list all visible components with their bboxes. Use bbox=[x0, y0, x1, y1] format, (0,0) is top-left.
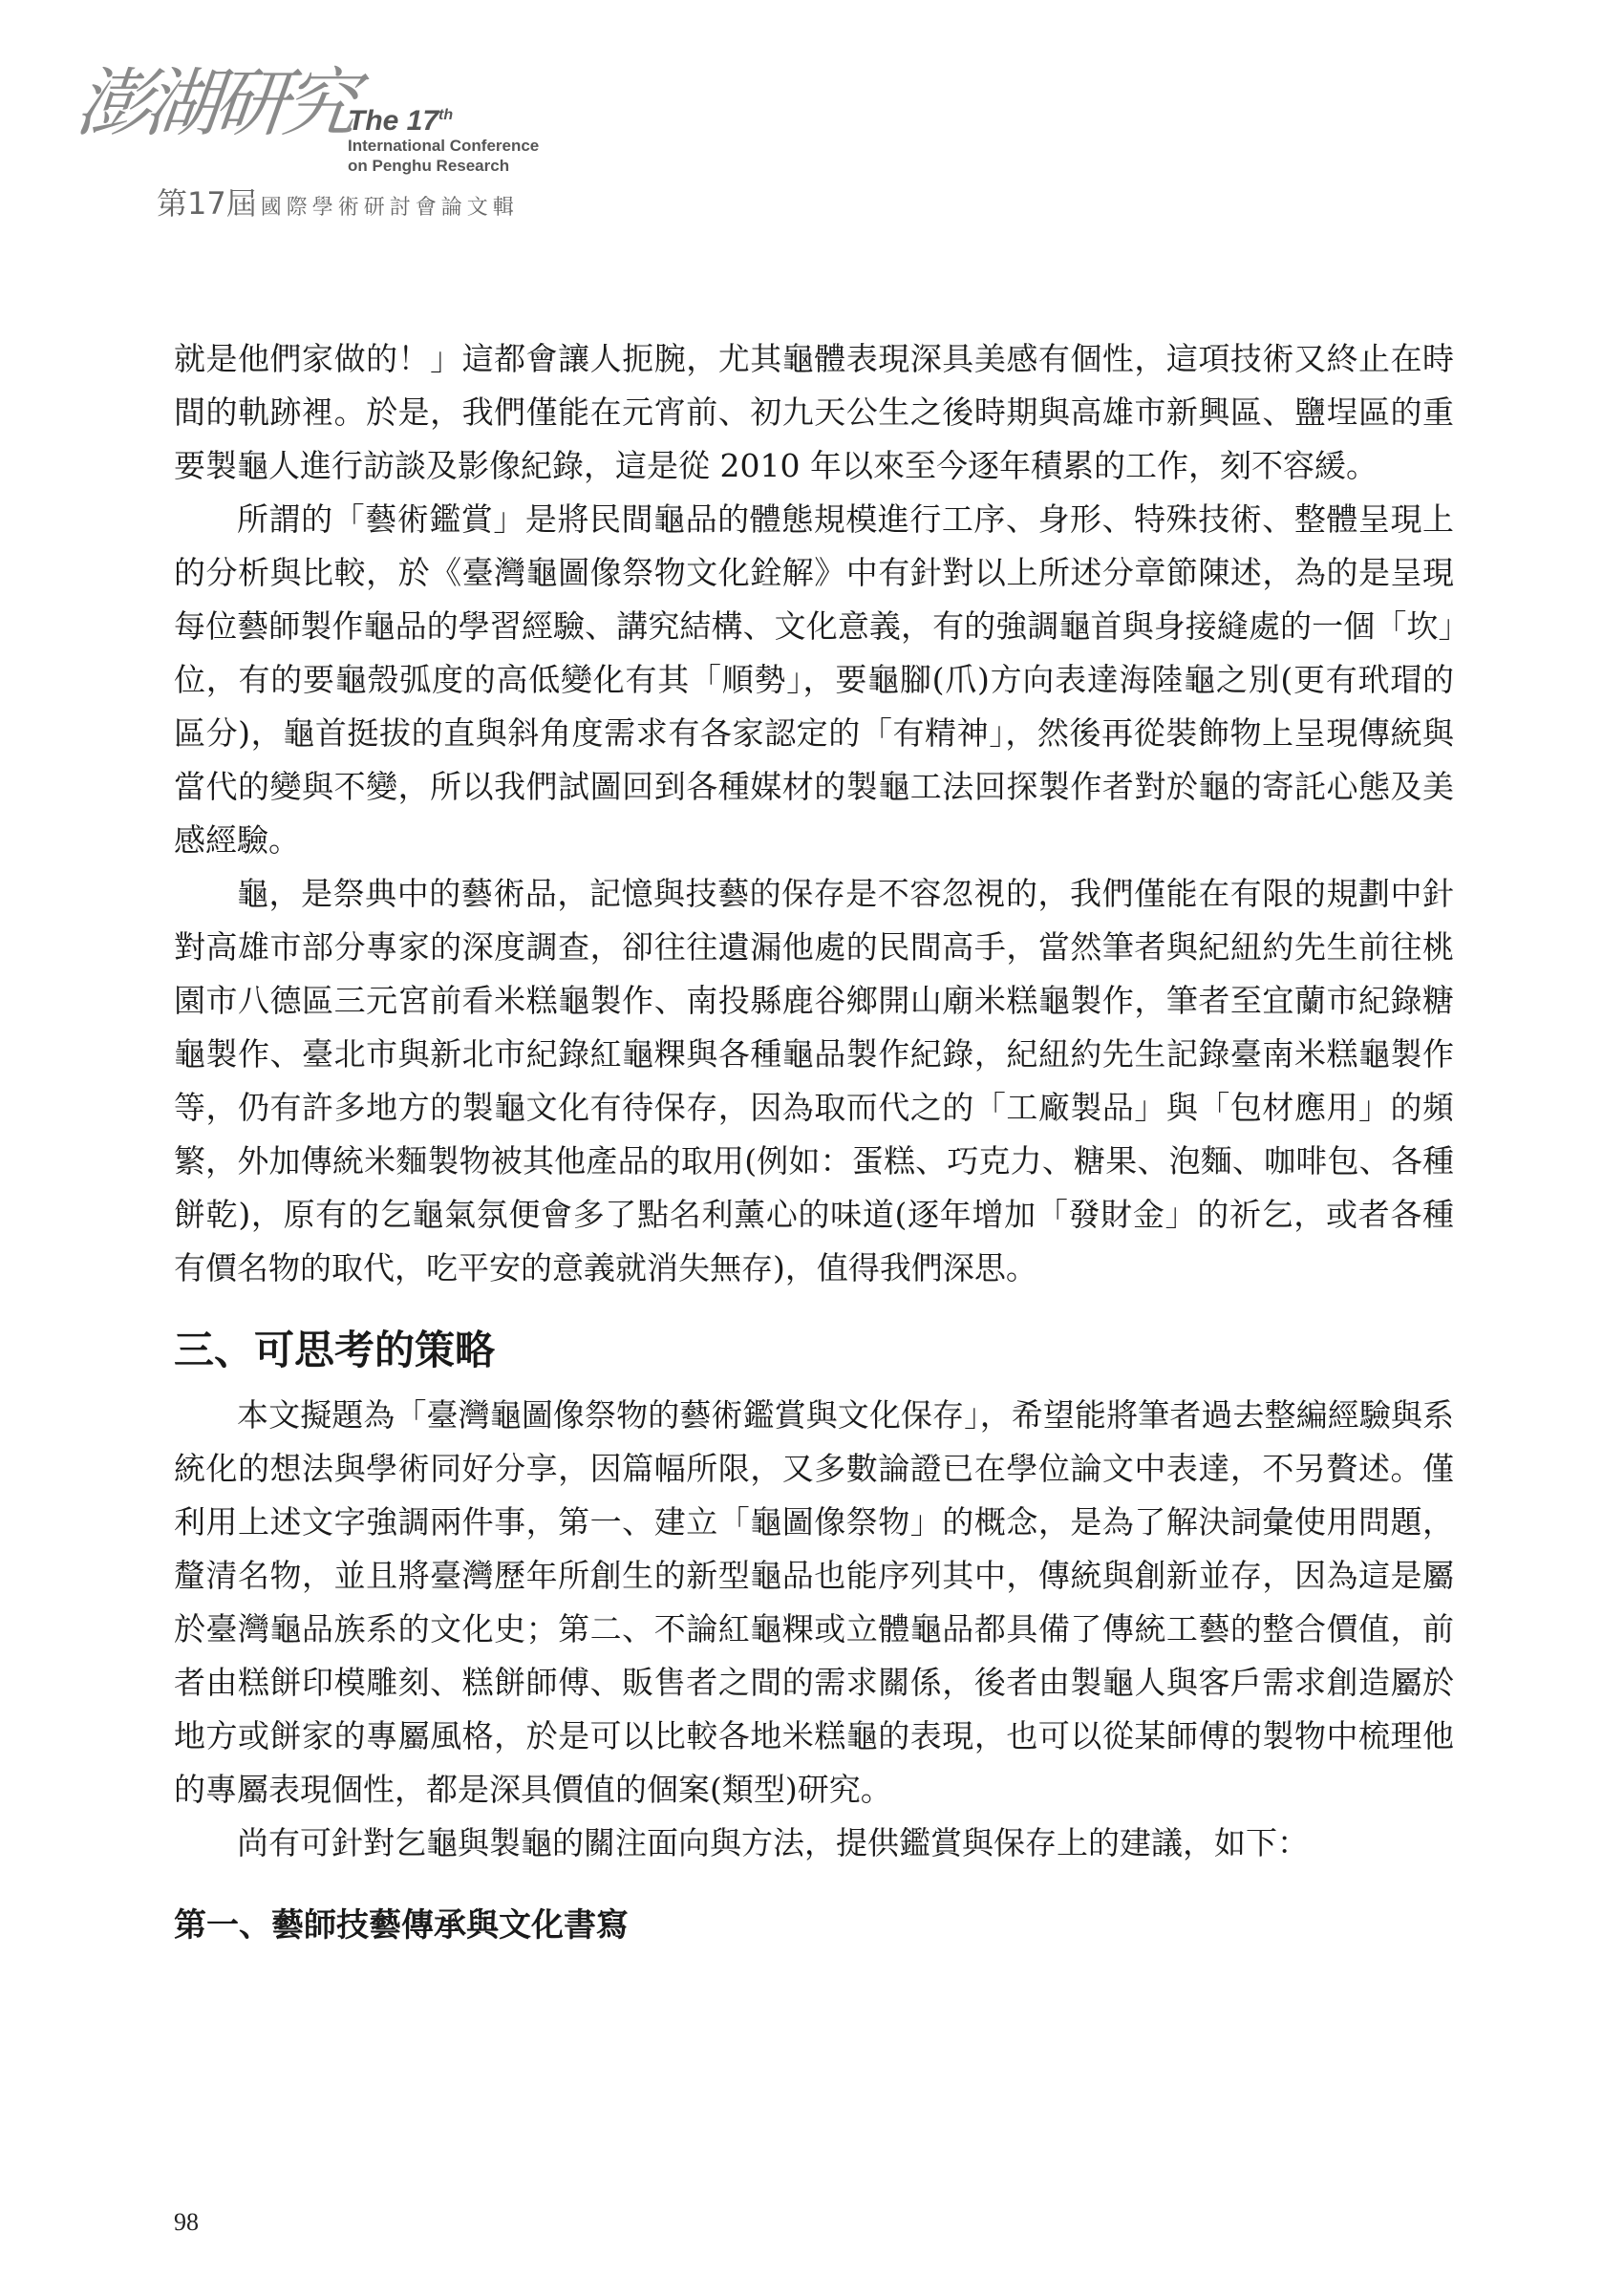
page-number: 98 bbox=[174, 2208, 199, 2236]
paragraph: 龜，是祭典中的藝術品，記憶與技藝的保存是不容忽視的，我們僅能在有限的規劃中針對高雄市部分專家的深度調查，卻往往遺漏他處的民間高手，當然筆者與紀紐約先生前往桃園市八德區三元宮前看米糕龜製作、南投縣鹿谷鄉開山廟米糕龜製作，筆者至宜蘭市紀錄糖龜製作、臺北市與新北市紀錄紅龜粿與各種龜品製作紀錄，紀紐約先生記錄臺南米糕龜製作等，仍有許多地方的製龜文化有待保存，因為取而代之的「工廠製品」與「包材應用」的頻繁，外加傳統米麵製物被其他產品的取用(例如：蛋糕、巧克力、糖果、泡麵、咖啡包、各種餅乾)，原有的乞龜氣氛便會多了點名利薰心的味道(逐年增加「發財金」的祈乞，或者各種有價名物的取代，吃平安的意義就消失無存)，值得我們深思。 bbox=[174, 875, 1454, 1286]
paragraph: 就是他們家做的！」這都會讓人扼腕，尤其龜體表現深具美感有個性，這項技術又終止在時間的軌跡裡。於是，我們僅能在元宵前、初九天公生之後時期與高雄市新興區、鹽埕區的重要製龜人進行訪談及影像紀錄，這是從 2010 年以來至今逐年積累的工作，刻不容緩。 bbox=[174, 340, 1454, 484]
conf-line1-sup: th bbox=[438, 107, 454, 123]
conf-line1: The 17 bbox=[348, 105, 439, 137]
conf-line2: International Conference bbox=[348, 137, 540, 155]
article-body bbox=[174, 332, 1454, 1952]
conference-label-cn: 國際學術研討會論文輯 bbox=[260, 196, 519, 220]
conference-title-en bbox=[348, 107, 539, 177]
journal-title-cn: 澎湖研究 bbox=[72, 61, 356, 147]
paragraph: 尚有可針對乞龜與製龜的關注面向與方法，提供鑑賞與保存上的建議，如下： bbox=[237, 1824, 1309, 1861]
edition-label: 第17屆 bbox=[157, 185, 257, 222]
paragraph: 本文擬題為「臺灣龜圖像祭物的藝術鑑賞與文化保存」，希望能將筆者過去整編經驗與系統化的想法與學術同好分享，因篇幅所限，又多數論證已在學位論文中表達，不另贅述。僅利用上述文字強調兩件事，第一、建立「龜圖像祭物」的概念，是為了解決詞彙使用問題，釐清名物，並且將臺灣歷年所創生的新型龜品也能序列其中，傳統與創新並存，因為這是屬於臺灣龜品族系的文化史；第二、不論紅龜粿或立體龜品都具備了傳統工藝的整合價值，前者由糕餅印模雕刻、糕餅師傅、販售者之間的需求關係，後者由製龜人與客戶需求創造屬於地方或餅家的專屬風格，於是可以比較各地米糕龜的表現，也可以從某師傅的製物中梳理他的專屬表現個性，都是深具價值的個案(類型)研究。 bbox=[174, 1396, 1454, 1808]
section-heading: 三、可思考的策略 bbox=[174, 1327, 496, 1373]
conference-subtitle bbox=[157, 180, 519, 223]
conf-line3: on Penghu Research bbox=[348, 157, 510, 176]
conference-header bbox=[72, 61, 688, 229]
subsection-heading: 第一、藝師技藝傳承與文化書寫 bbox=[174, 1906, 629, 1945]
paragraph: 所謂的「藝術鑑賞」是將民間龜品的體態規模進行工序、身形、特殊技術、整體呈現上的分析與比較，於《臺灣龜圖像祭物文化銓解》中有針對以上所述分章節陳述，為的是呈現每位藝師製作龜品的學習經驗、講究結構、文化意義，有的強調龜首與身接縫處的一個「坎」位，有的要龜殼弧度的高低變化有其「順勢」，要龜腳(爪)方向表達海陸龜之別(更有玳瑁的區分)，龜首挺拔的直與斜角度需求有各家認定的「有精神」，然後再從裝飾物上呈現傳統與當代的變與不變，所以我們試圖回到各種媒材的製龜工法回探製作者對於龜的寄託心態及美感經驗。 bbox=[174, 500, 1454, 859]
